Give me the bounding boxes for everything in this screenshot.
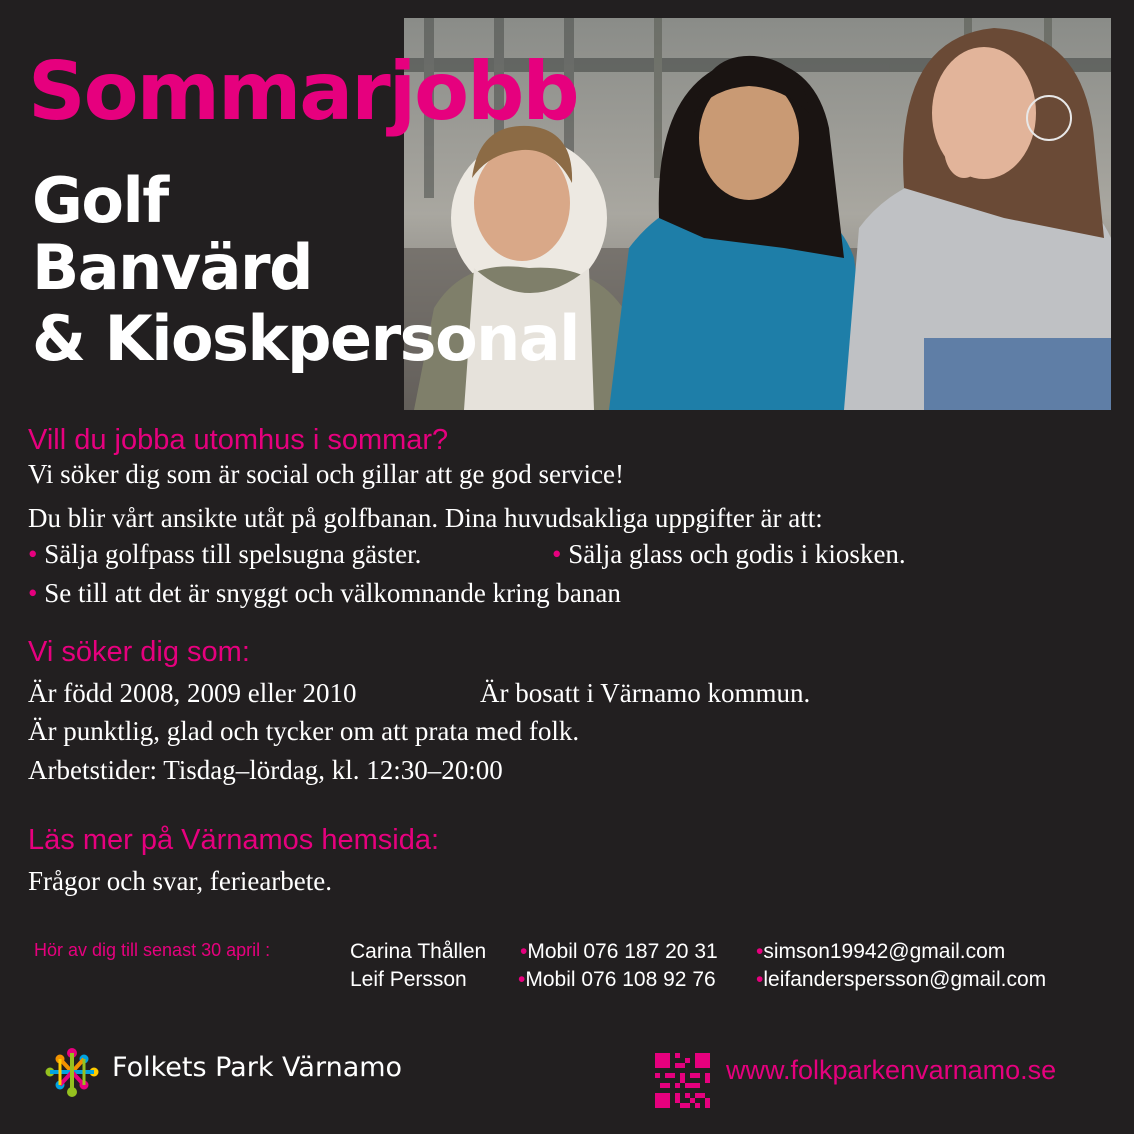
bullet-dot: • — [518, 968, 526, 991]
more-info-line: Frågor och svar, feriearbete. — [28, 866, 333, 896]
requirements-line-1b: Är bosatt i Värnamo kommun. — [480, 678, 811, 708]
bullet-dot: • — [28, 539, 38, 569]
bullet-dot: • — [552, 539, 562, 569]
phone-text: Mobil 076 187 20 31 — [527, 940, 718, 963]
bullet-item-3 — [28, 580, 621, 607]
folkets-park-logo-icon — [42, 1045, 102, 1100]
contact-email-2[interactable] — [756, 968, 1046, 992]
contact-phone-2 — [518, 968, 716, 992]
more-info-heading: Läs mer på Värnamos hemsida: — [28, 824, 440, 856]
bullet-text: Sälja golfpass till spelsugna gäster. — [44, 539, 422, 569]
bullet-dot: • — [520, 940, 528, 963]
intro-line-2: Du blir vårt ansikte utåt på golfbanan. Dina huvudsakliga uppgifter är att: — [28, 503, 823, 533]
qr-code-icon[interactable] — [655, 1053, 710, 1108]
bullet-item-2 — [552, 541, 906, 568]
requirements-line-1a: Är född 2008, 2009 eller 2010 — [28, 678, 357, 708]
subheadline-banvard: Banvärd — [32, 231, 312, 304]
phone-text: Mobil 076 108 92 76 — [525, 968, 716, 991]
bullet-text: Se till att det är snyggt och välkomnande kring banan — [44, 578, 621, 608]
contact-phone-1 — [520, 940, 718, 964]
intro-heading: Vill du jobba utomhus i sommar? — [28, 424, 449, 456]
website-link[interactable]: www.folkparkenvarnamo.se — [726, 1055, 1057, 1085]
subheadline-golf: Golf — [32, 164, 168, 237]
contact-name-1: Carina Thållen — [350, 940, 487, 963]
bullet-dot: • — [28, 578, 38, 608]
email-text[interactable]: simson19942@gmail.com — [763, 940, 1006, 963]
requirements-line-3: Arbetstider: Tisdag–lördag, kl. 12:30–20:00 — [28, 755, 503, 785]
requirements-line-2: Är punktlig, glad och tycker om att prata med folk. — [28, 716, 580, 746]
bullet-dot: • — [756, 940, 764, 963]
bullet-text: Sälja glass och godis i kiosken. — [568, 539, 906, 569]
headline-sommarjobb: Sommarjobb — [28, 45, 578, 138]
bullet-dot: • — [756, 968, 764, 991]
intro-line-1: Vi söker dig som är social och gillar att ge god service! — [28, 459, 624, 489]
bullet-item-1 — [28, 541, 421, 568]
organization-name: Folkets Park Värnamo — [112, 1052, 403, 1083]
contact-deadline: Hör av dig till senast 30 april : — [34, 940, 271, 960]
requirements-heading: Vi söker dig som: — [28, 636, 250, 668]
subheadline-kioskpersonal: & Kioskpersonal — [32, 302, 579, 375]
contact-email-1[interactable] — [756, 940, 1005, 964]
contact-name-2: Leif Persson — [350, 968, 467, 991]
email-text[interactable]: leifanderspersson@gmail.com — [763, 968, 1047, 991]
